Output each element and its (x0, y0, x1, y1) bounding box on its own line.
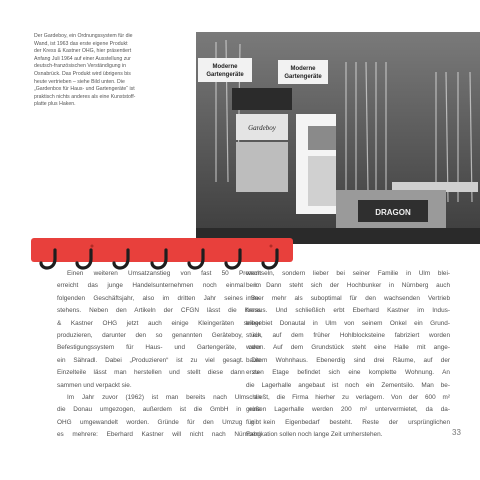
dragon-label: DRAGON (375, 208, 411, 217)
text-line: sammen und verpackt sie. (57, 381, 132, 389)
text-column-left (57, 268, 261, 442)
text-line: ben. Dann steht sich der Hochbunker in Nürnberg auch (246, 282, 450, 290)
caption-line: praktisch nichts anderes als eine Kunststoff- (34, 93, 136, 100)
text-line: & Kastner OHG jetzt auch einige Kleingeräten selber (57, 319, 261, 327)
caption-line: Wand, ist 1963 das erste eigene Produkt (34, 40, 128, 47)
sign-left-line2: Gartengeräte (206, 72, 244, 78)
photo-caption (34, 33, 164, 109)
caption-line: der Kress & Kastner OHG, hier präsentiert (34, 48, 132, 55)
text-line: es mehrere: Eberhard Kastner will nicht nach Nürnberg (57, 431, 261, 439)
text-line: Im Jahr zuvor (1962) ist man bereits nach Ulm an (67, 394, 261, 402)
sign-right-line2: Gartengeräte (284, 74, 322, 80)
text-line: ein Sähradl. Dabei „Produzieren“ ist zu viel gesagt. Die (57, 356, 261, 364)
text-line: erreicht das junge Handelsunternehmen noch einmal im (57, 282, 261, 290)
text-line: waren. Auf dem Grundstück steht eine Halle mit ange- (246, 344, 450, 352)
caption-line: Der Gardeboy, ein Ordnungssystem für die (34, 33, 133, 39)
sign-right-line1: Moderne (290, 66, 316, 72)
text-line: bautem Wohnhaus. Ebenerdig sind drei Räume, auf der (246, 356, 450, 364)
text-line: Einen weiteren Umsatzanstieg von fast 50 Prozent (67, 270, 261, 277)
exhibition-photo (196, 32, 480, 244)
caption-line: platte plus Haken. (34, 101, 76, 108)
sign-left-line1: Moderne (212, 64, 238, 70)
caption-line: Anfang Juli 1964 auf einer Ausstellung zur (34, 55, 131, 62)
gardeboy-banner: Gardeboy (248, 124, 276, 132)
text-line: die Lagerhalle angebaut ist noch ein Zementsilo. Man be- (246, 381, 450, 389)
exhibition-photo-drawing (196, 32, 480, 244)
text-line: immer mehr als suboptimal für den wachsenden Vertrieb (246, 294, 450, 302)
caption-line: „Gardenbox für Haus- und Gartengeräte“ ist (34, 86, 135, 93)
text-line: stehens. Neben den Artikeln der CFGN lässt die Kress (57, 307, 261, 315)
caption-line: heute vertrieben – siehe Bild unten. Die (34, 78, 125, 85)
text-line: schließt, die Firma hierher zu verlagern. Von der 600 m² (246, 394, 450, 402)
text-line: triegebiet Donautal in Ulm von seinem Onkel ein Grund- (246, 319, 450, 327)
text-line: Befestigungssystem für Haus- und Gartengeräte, oder (57, 344, 261, 352)
text-line: für kein Eigenbedarf besteht. Reste der ursprünglichen (246, 418, 450, 426)
text-line: stück, auf dem früher Hohlblocksteine fabriziert worden (246, 332, 450, 340)
text-line: die Donau umgezogen, außerdem ist die GmbH in eine (57, 406, 261, 414)
text-line: ersten Etage befindet sich eine komplette Wohnung. An (246, 369, 450, 377)
text-line: heraus. Und schließlich erbt Eberhard Kastner im Indus- (246, 307, 450, 315)
caption-line: deutsch-französischen Verständigung in (34, 63, 126, 70)
text-line: wechseln, sondern lieber bei seiner Familie in Ulm blei- (246, 270, 450, 277)
text-line: Einzelteile lässt man herstellen und stellt diese dann zu- (57, 369, 261, 377)
page-number: 33 (452, 428, 461, 437)
text-line: OHG umgewandelt worden. Gründe für den Umzug gibt (57, 418, 261, 426)
text-line: folgenden Geschäftsjahr, also im dritten Jahr seines Be- (57, 294, 261, 302)
red-rack-plate (31, 238, 293, 262)
text-line: großen Lagerhalle werden 200 m² untervermietet, da da- (246, 406, 450, 414)
text-line: produzieren, darunter den so genannten Geräteboy, ein (57, 332, 261, 340)
text-line: Fabrikation sollen noch lange Zeit umherstehen. (246, 431, 383, 439)
caption-line: Osnabrück. Das Produkt wird übrigens bis (34, 70, 131, 77)
text-column-right (246, 268, 450, 442)
